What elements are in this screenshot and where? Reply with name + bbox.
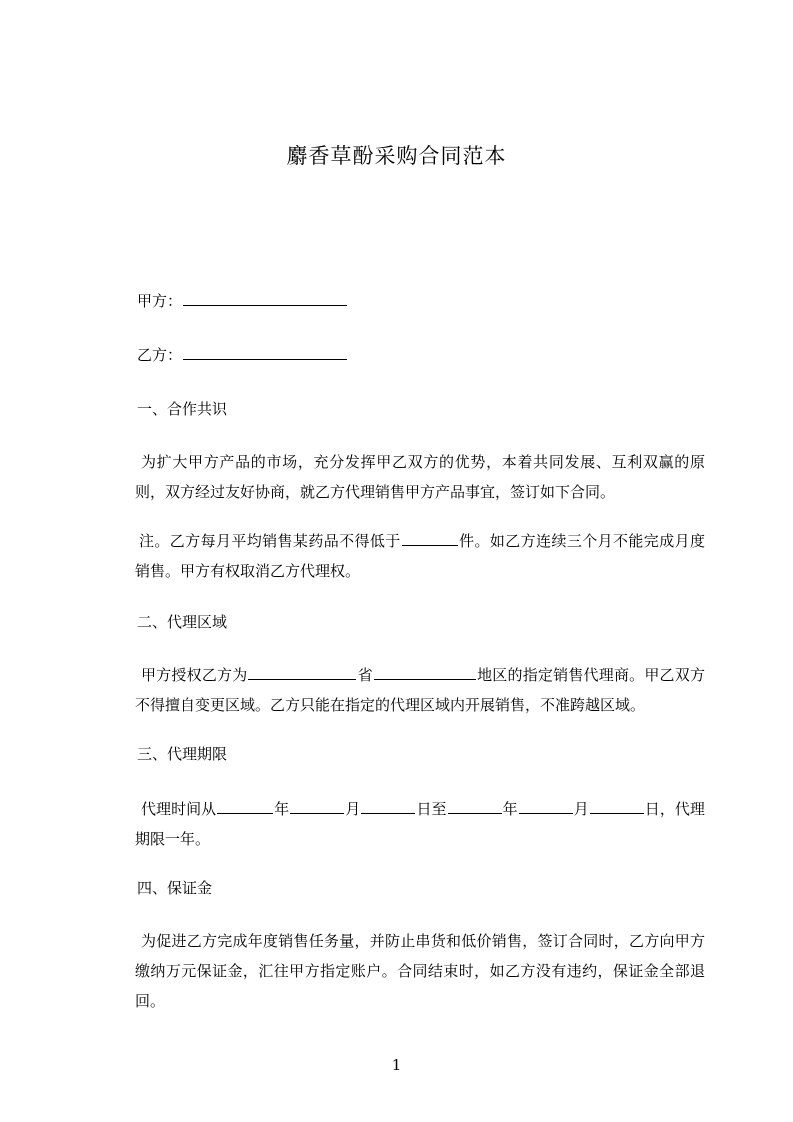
section4-heading: 四、保证金 (137, 879, 213, 897)
section1-paragraph: 为扩大甲方产品的市场，充分发挥甲乙双方的优势，本着共同发展、互利双赢的原则，双方经过友好协商，就乙方代理销售甲方产品事宜，签订如下合同。 (135, 453, 705, 501)
note-paragraph (135, 526, 705, 586)
start-month-blank (290, 797, 344, 814)
section2-heading: 二、代理区域 (137, 613, 228, 631)
region-blank (374, 663, 476, 680)
section3-year2: 年 (502, 800, 518, 818)
party-b-blank (183, 343, 347, 360)
end-month-blank (519, 797, 573, 814)
party-a-line (137, 289, 348, 313)
section3-day2: 日，代理期限一年。 (135, 800, 705, 848)
section2-part2: 省 (357, 666, 373, 684)
section2-part3: 地区的指定销售代理商。甲乙双方不得擅自变更区域。乙方只能在指定的代理区域内开展销售，不准跨越区域。 (135, 666, 705, 714)
section3-month2: 月 (573, 800, 589, 818)
section2-paragraph (135, 660, 705, 720)
end-year-blank (448, 797, 502, 814)
party-b-line (137, 343, 348, 367)
start-day-blank (361, 797, 415, 814)
note-prefix: 注。乙方每月平均销售某药品不得低于 (139, 532, 401, 550)
section3-day1: 日至 (416, 800, 447, 818)
section2-part1: 甲方授权乙方为 (141, 666, 248, 684)
section3-heading: 三、代理期限 (137, 745, 228, 763)
monthly-quantity-blank (402, 529, 458, 546)
party-a-label: 甲方： (137, 292, 183, 310)
end-day-blank (590, 797, 644, 814)
note-suffix: 件。如乙方连续三个月不能完成月度销售。甲方有权取消乙方代理权。 (135, 532, 705, 580)
section4-paragraph: 为促进乙方完成年度销售任务量，并防止串货和低价销售，签订合同时，乙方向甲方缴纳万元保证金，汇往甲方指定账户。合同结束时，如乙方没有违约，保证金全部退回。 (135, 932, 705, 1010)
party-b-label: 乙方： (137, 346, 183, 364)
page-number: 1 (391, 1056, 402, 1074)
section3-month1: 月 (345, 800, 361, 818)
document-title: 麝香草酚采购合同范本 (286, 144, 507, 168)
province-blank (248, 663, 356, 680)
section3-paragraph (135, 794, 705, 854)
section3-from: 代理时间从 (141, 800, 217, 818)
party-a-blank (183, 289, 347, 306)
section3-year1: 年 (274, 800, 290, 818)
start-year-blank (217, 797, 273, 814)
section1-heading: 一、合作共识 (137, 400, 228, 418)
